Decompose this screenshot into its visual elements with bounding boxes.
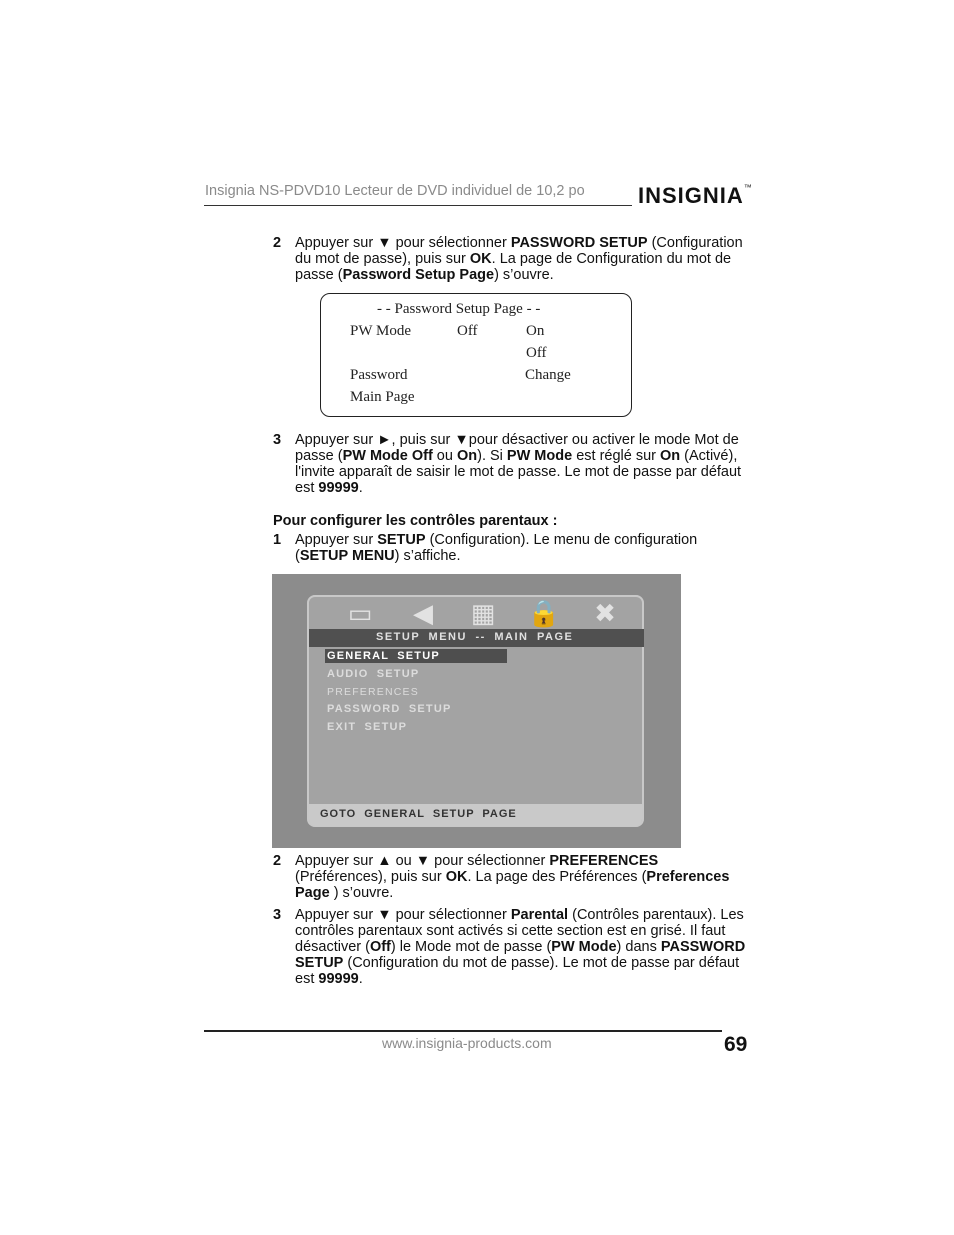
text-run: est réglé sur (572, 448, 661, 464)
step-number: 3 (273, 432, 282, 448)
bold-run: PASSWORD SETUP (510, 235, 648, 251)
text-run: (Configuration du mot de passe), puis sur (295, 235, 743, 267)
password-label: Password (350, 367, 408, 383)
menu-item-general-setup: GENERAL SETUP (325, 649, 507, 663)
bold-run: PW Mode (506, 448, 573, 464)
option-off: Off (526, 345, 547, 361)
setup-menu-screenshot (272, 574, 681, 848)
bold-run: PASSWORD SETUP (295, 939, 746, 971)
page-number: 69 (724, 1033, 748, 1056)
menu-item-password-setup: PASSWORD SETUP (327, 703, 452, 715)
menu-item-audio-setup: AUDIO SETUP (327, 668, 420, 680)
text-run: ). Si (477, 448, 507, 464)
lock-icon: 🔒 (527, 599, 561, 629)
section-heading: Pour configurer les contrôles parentaux : (273, 513, 558, 529)
text-run: Appuyer sur ▲ ou ▼ pour sélectionner (295, 853, 550, 869)
setup-title-bar (309, 629, 644, 647)
password-page-title: - - Password Setup Page - - (377, 301, 541, 317)
text-run: Appuyer sur (295, 532, 378, 548)
step-text (295, 432, 751, 496)
pw-mode-label: PW Mode (350, 323, 411, 339)
text-run: (Contrôles parentaux). Les contrôles parentaux sont activés si cette section est en grisé. Il faut désactiver ( (295, 907, 744, 955)
monitor-icon: ▭ (347, 599, 373, 629)
step-text (295, 532, 751, 564)
bold-run: Off (369, 939, 391, 955)
bold-run: On (660, 448, 681, 464)
text-run: . La page des Préférences ( (467, 869, 647, 885)
text-run: (Préférences), puis sur (295, 869, 446, 885)
setup-status-text: GOTO GENERAL SETUP PAGE (320, 808, 517, 820)
text-run: ou (432, 448, 457, 464)
close-icon: ✖ (594, 599, 616, 629)
text-run: (Configuration). Le menu de configuration ( (295, 532, 698, 564)
step-number: 1 (273, 532, 282, 548)
bold-run: PW Mode Off (342, 448, 433, 464)
bold-run: PW Mode (551, 939, 617, 955)
text-run: Appuyer sur ►, puis sur ▼pour désactiver ou activer le mode Mot de passe ( (295, 432, 739, 464)
bold-run: 99999 (318, 480, 359, 496)
menu-item-preferences: PREFERENCES (327, 686, 419, 698)
bold-run: Preferences Page (295, 869, 730, 901)
step-text (295, 235, 751, 283)
text-run: ) le Mode mot de passe ( (390, 939, 552, 955)
bold-run: Password Setup Page (342, 267, 495, 283)
text-run: ) s’affiche. (394, 548, 461, 564)
bold-run: PREFERENCES (549, 853, 659, 869)
bold-run: Parental (510, 907, 569, 923)
footer-url: www.insignia-products.com (382, 1035, 552, 1051)
text-run: . (358, 480, 363, 496)
setup-status-bar (309, 804, 642, 826)
preferences-icon: ▦ (470, 599, 496, 629)
text-run: . La page de Configuration du mot de passe ( (295, 251, 732, 283)
bold-run: SETUP MENU (299, 548, 395, 564)
pw-mode-value: Off (457, 323, 478, 339)
speaker-icon: ◀ (413, 599, 433, 629)
step-text (295, 853, 751, 901)
text-run: ) s’ouvre. (494, 267, 554, 283)
bold-run: 99999 (318, 971, 359, 987)
text-run: ) s’ouvre. (329, 885, 394, 901)
step-number: 2 (273, 853, 282, 869)
setup-title: SETUP MENU -- MAIN PAGE (376, 631, 574, 643)
text-run: ) dans (616, 939, 661, 955)
bold-run: SETUP (377, 532, 426, 548)
setup-icon-row (300, 597, 630, 631)
text-run: Appuyer sur ▼ pour sélectionner (295, 907, 511, 923)
option-on: On (526, 323, 545, 339)
footer-rule (204, 1030, 722, 1032)
bold-run: On (456, 448, 478, 464)
running-header: Insignia NS-PDVD10 Lecteur de DVD individuel de 10,2 po (205, 183, 585, 199)
step-number: 2 (273, 235, 282, 251)
bold-run: OK (445, 869, 468, 885)
header-rule (204, 205, 632, 206)
text-run: (Activé), l'invite apparaît de saisir le mot de passe. Le mot de passe par défaut est (295, 448, 742, 496)
password-setup-page-screen (320, 293, 632, 417)
text-run: . (358, 971, 363, 987)
main-page-label: Main Page (350, 389, 415, 405)
logo-text: INSIGNIA (638, 183, 744, 208)
insignia-logo (638, 183, 752, 209)
text-run: (Configuration du mot de passe). Le mot de passe par défaut est (295, 955, 740, 987)
menu-item-exit-setup: EXIT SETUP (327, 721, 408, 733)
password-change: Change (525, 367, 571, 383)
bold-run: OK (469, 251, 492, 267)
step-number: 3 (273, 907, 282, 923)
text-run: Appuyer sur ▼ pour sélectionner (295, 235, 511, 251)
step-text (295, 907, 751, 987)
logo-trademark: ™ (743, 183, 752, 192)
